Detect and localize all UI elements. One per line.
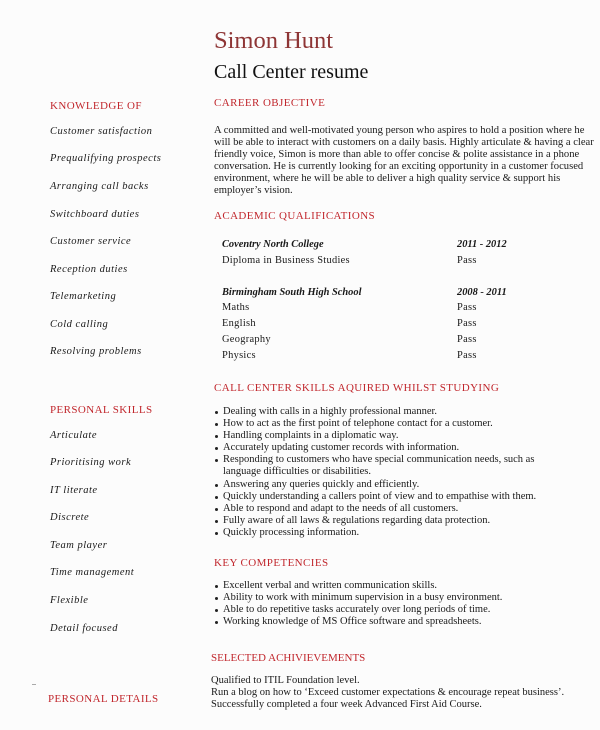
- resume-title: Call Center resume: [214, 61, 369, 83]
- call-center-skills-list: [214, 406, 594, 539]
- personal-skill-item: Flexible: [50, 595, 89, 606]
- list-item: Responding to customers who have special communication needs, such as language difficulties or disabilities.: [214, 454, 553, 478]
- list-item: How to act as the first point of telephone contact for a customer.: [214, 418, 594, 430]
- personal-skill-item: Discrete: [50, 512, 90, 523]
- career-objective-text: A committed and well-motivated young person who aspires to hold a position where he will be able to interact with customers on a daily basis. Highly articulate & having a clear friendly voice, Simon is more than able to offer concise & polite assistance in a phone conversation. He is currently looking for an exciting opportunity in a customer focused environment, where he will be able to deliver a high quality service & support his employer’s vision.: [214, 125, 594, 197]
- subject-result: Pass: [457, 302, 477, 313]
- subject-row: [222, 254, 522, 267]
- institution-row: [222, 238, 522, 251]
- knowledge-item: Prequalifying prospects: [50, 153, 162, 164]
- subject-result: Pass: [457, 334, 477, 345]
- academic-heading: ACADEMIC QUALIFICATIONS: [214, 210, 376, 222]
- institution-row: [222, 286, 522, 299]
- margin-mark: [32, 684, 36, 685]
- subject-name: Geography: [222, 334, 271, 345]
- institution-name: Coventry North College: [222, 239, 324, 250]
- list-item: Working knowledge of MS Office software and spreadsheets.: [214, 616, 594, 628]
- achievements-heading: SELECTED ACHIVIEVEMENTS: [211, 652, 366, 664]
- subject-row: [222, 349, 522, 362]
- knowledge-item: Cold calling: [50, 319, 109, 330]
- personal-skill-item: Time management: [50, 567, 135, 578]
- subject-result: Pass: [457, 350, 477, 361]
- personal-details-heading: PERSONAL DETAILS: [48, 693, 159, 705]
- achievement-item: Successfully completed a four week Advanced First Aid Course.: [211, 699, 482, 710]
- knowledge-item: Reception duties: [50, 264, 128, 275]
- institution-years: 2011 - 2012: [457, 239, 507, 250]
- subject-name: English: [222, 318, 256, 329]
- institution-name: Birmingham South High School: [222, 287, 362, 298]
- list-item: Answering any queries quickly and efficiently.: [214, 479, 594, 491]
- subject-name: Physics: [222, 350, 256, 361]
- knowledge-heading: KNOWLEDGE OF: [50, 100, 142, 112]
- list-item: Fully aware of all laws & regulations regarding data protection.: [214, 515, 594, 527]
- list-item: Ability to work with minimum supervision in a busy environment.: [214, 592, 594, 604]
- list-item: Quickly processing information.: [214, 527, 594, 539]
- subject-result: Pass: [457, 318, 477, 329]
- list-item: Dealing with calls in a highly professional manner.: [214, 406, 594, 418]
- personal-skill-item: Team player: [50, 540, 108, 551]
- knowledge-item: Telemarketing: [50, 291, 117, 302]
- subject-row: [222, 333, 522, 346]
- subject-name: Maths: [222, 302, 250, 313]
- key-competencies-list: [214, 580, 594, 628]
- personal-skill-item: Prioritising work: [50, 457, 132, 468]
- achievement-item: Qualified to ITIL Foundation level.: [211, 675, 360, 686]
- personal-skills-heading: PERSONAL SKILLS: [50, 404, 153, 416]
- subject-row: [222, 317, 522, 330]
- subject-name: Diploma in Business Studies: [222, 255, 350, 266]
- subject-row: [222, 301, 522, 314]
- personal-skill-item: IT literate: [50, 485, 98, 496]
- knowledge-item: Customer satisfaction: [50, 126, 153, 137]
- personal-skill-item: Articulate: [50, 430, 97, 441]
- knowledge-item: Resolving problems: [50, 346, 142, 357]
- list-item: Able to do repetitive tasks accurately over long periods of time.: [214, 604, 594, 616]
- list-item: Excellent verbal and written communication skills.: [214, 580, 594, 592]
- knowledge-item: Switchboard duties: [50, 209, 140, 220]
- list-item: Handling complaints in a diplomatic way.: [214, 430, 594, 442]
- key-competencies-heading: KEY COMPETENCIES: [214, 557, 329, 569]
- knowledge-item: Arranging call backs: [50, 181, 149, 192]
- call-center-skills-heading: CALL CENTER SKILLS AQUIRED WHILST STUDYING: [214, 382, 500, 394]
- personal-skill-item: Detail focused: [50, 623, 118, 634]
- list-item: Able to respond and adapt to the needs of all customers.: [214, 503, 594, 515]
- institution-years: 2008 - 2011: [457, 287, 507, 298]
- candidate-name: Simon Hunt: [214, 27, 334, 54]
- list-item: Quickly understanding a callers point of view and to empathise with them.: [214, 491, 594, 503]
- list-item: Accurately updating customer records with information.: [214, 442, 594, 454]
- achievement-item: Run a blog on how to ‘Exceed customer expectations & encourage repeat business’.: [211, 687, 565, 698]
- subject-result: Pass: [457, 255, 477, 266]
- career-objective-heading: CAREER OBJECTIVE: [214, 97, 326, 109]
- knowledge-item: Customer service: [50, 236, 132, 247]
